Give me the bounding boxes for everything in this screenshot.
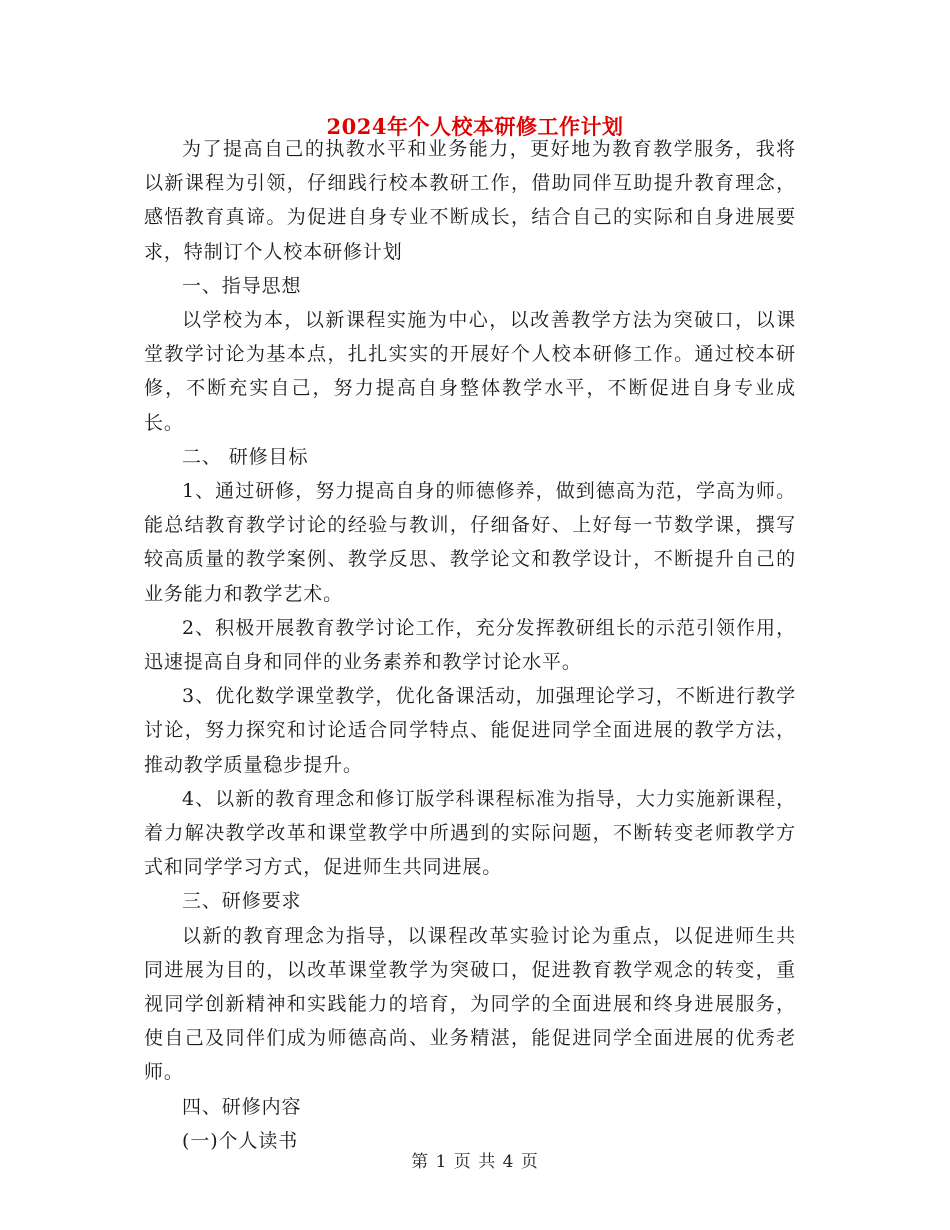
document-body (144, 132, 796, 1158)
goal-paragraph-2: 2、积极开展教育教学讨论工作，充分发挥教研组长的示范引领作用，迅速提高自身和同伴的业务素养和教学讨论水平。 (144, 616, 796, 674)
document-title: 2024年个人校本研修工作计划 (326, 114, 624, 139)
requirements-paragraph: 以新的教育理念为指导，以课程改革实验讨论为重点，以促进师生共同进展为目的，以改革课堂教学为突破口，促进教育教学观念的转变，重视同学创新精神和实践能力的培育，为同学的全面进展和终身进展服务，使自己及同伴们成为师德高尚、业务精湛，能促进同学全面进展的优秀老师。 (144, 924, 796, 1084)
goal-paragraph-3: 3、优化数学课堂教学，优化备课活动，加强理论学习，不断进行教学讨论，努力探究和讨论适合同学特点、能促进同学全面进展的教学方法，推动教学质量稳步提升。 (144, 685, 796, 776)
page-footer: 第 1 页 共 4 页 (411, 1152, 539, 1172)
section-heading-requirements: 三、研修要求 (182, 890, 302, 913)
goal-paragraph-1: 1、通过研修，努力提高自身的师德修养，做到德高为范，学高为师。能总结教育教学讨论的经验与教训，仔细备好、上好每一节数学课，撰写较高质量的教学案例、教学反思、教学论文和教学设计，不断提升自己的业务能力和教学艺术。 (144, 480, 796, 605)
goal-paragraph-4: 4、以新的教育理念和修订版学科课程标准为指导，大力实施新课程，着力解决教学改革和课堂教学中所遇到的实际问题，不断转变老师教学方式和同学学习方式，促进师生共同进展。 (144, 787, 796, 879)
intro-paragraph: 为了提高自己的执教水平和业务能力，更好地为教育教学服务，我将以新课程为引领，仔细践行校本教研工作，借助同伴互助提升教育理念，感悟教育真谛。为促进自身专业不断成长，结合自己的实际和自身进展要求，特制订个人校本研修计划 (144, 138, 796, 263)
section-heading-content: 四、研修内容 (182, 1095, 302, 1118)
guiding-thought-paragraph: 以学校为本，以新课程实施为中心，以改善教学方法为突破口，以课堂教学讨论为基本点，扎扎实实的开展好个人校本研修工作。通过校本研修，不断充实自己，努力提高自身整体教学水平，不断促进自身专业成长。 (144, 309, 796, 434)
subsection-heading-reading: (一)个人读书 (182, 1129, 299, 1152)
section-heading-study-goals: 二、 研修目标 (182, 445, 309, 468)
section-heading-guiding-thought: 一、指导思想 (182, 274, 302, 297)
